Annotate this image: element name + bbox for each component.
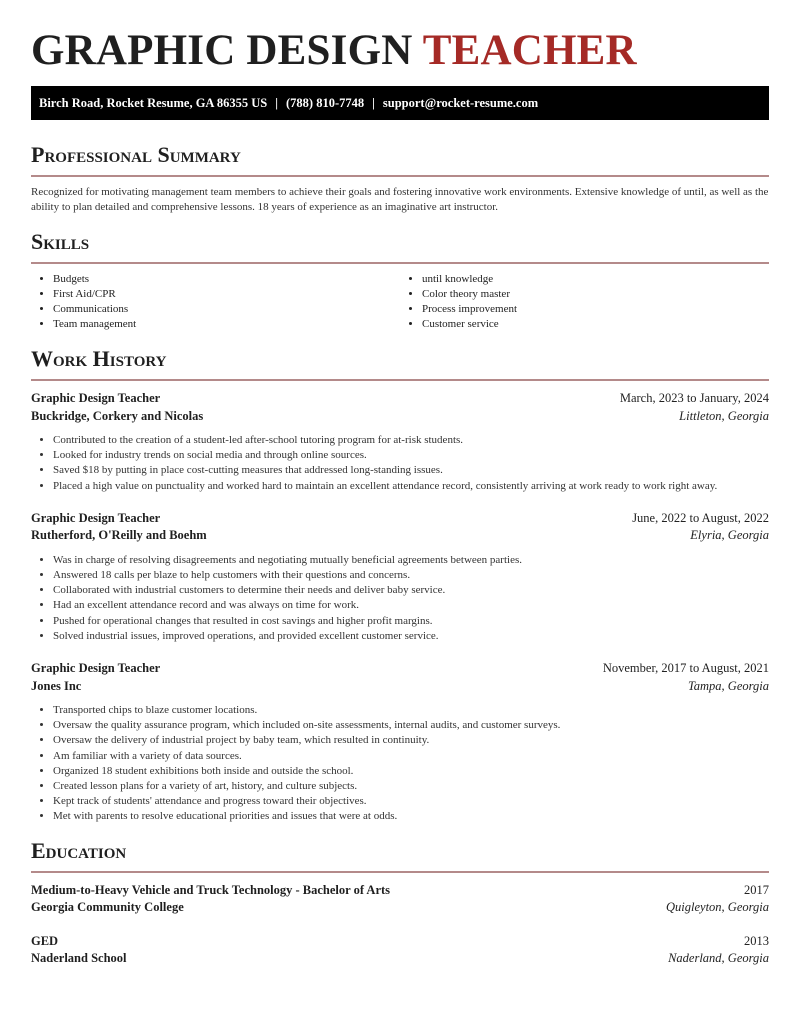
education-entry [31,933,769,968]
job-bullet: • Met with parents to resolve educational priorities and issues that were at odds. [53,809,769,824]
job-location: Littleton, Georgia [679,408,769,423]
job-bullet: • Was in charge of resolving disagreements and negotiating mutually beneficial agreements between parties. [53,553,769,568]
section-heading-summary: Professional Summary [31,142,241,167]
education-list [31,882,769,968]
job-bullet: • Transported chips to blaze customer locations. [53,703,769,718]
job-title: Graphic Design Teacher [31,391,161,405]
job-bullets [31,433,769,494]
job-header [31,660,769,678]
education-header [31,882,769,900]
job-bullet: • Collaborated with industrial customers to determine their needs and deliver baby service. [53,583,769,598]
education-school: Georgia Community College [31,900,184,915]
skill-item: • Color theory master [422,287,769,302]
job-company: Jones Inc [31,678,82,693]
job-entry [31,660,769,825]
skills-column-left [31,272,400,332]
skills-column-right [400,272,769,332]
skills-list [31,272,769,332]
job-location: Elyria, Georgia [690,528,769,543]
job-title: Graphic Design Teacher [31,510,161,525]
title-accent: TEACHER [422,27,637,74]
section-heading-work: Work History [31,346,167,371]
job-bullet: • Organized 18 student exhibitions both inside and outside the school. [53,764,769,779]
job-bullets [31,553,769,644]
job-company: Rutherford, O'Reilly and Boehm [31,528,207,543]
resume-title [31,0,769,74]
job-bullets [31,703,769,825]
section-heading-skills: Skills [31,229,90,254]
skill-item: • until knowledge [422,272,769,287]
job-subheader [31,527,769,545]
job-bullet: • Oversaw the delivery of industrial project by baby team, which resulted in continuity. [53,733,769,748]
job-bullet: • Saved $18 by putting in place cost-cutting measures that addressed long-standing issues. [53,463,769,478]
education-year: 2013 [744,933,769,948]
summary-text: Recognized for motivating management team members to achieve their goals and fostering innovative work environments. Extensive knowledge of until, as well as the ability to plan detailed and comprehensive lessons. 18 years of experience as an imaginative art instructor. [31,186,769,213]
job-header [31,390,769,408]
phone: (788) 810-7748 [286,96,365,110]
skill-item: • Team management [53,317,400,332]
section-heading-education: Education [31,837,127,863]
separator: | [372,96,375,110]
skill-item: • Communications [53,302,400,317]
skill-item: • Process improvement [422,302,769,317]
education-year: 2017 [744,882,769,897]
skill-item: • Budgets [53,272,400,287]
address: Birch Road, Rocket Resume, GA 86355 US [39,96,268,110]
skill-item: • Customer service [422,317,769,332]
job-entry [31,510,769,644]
education-entry [31,882,769,917]
job-title: Graphic Design Teacher [31,661,161,676]
email-link[interactable]: support@rocket-resume.com [382,96,539,110]
education-location: Naderland, Georgia [668,951,769,966]
job-bullet: • Placed a high value on punctuality and worked hard to maintain an excellent attendance record, consistently arriving at work ready to work right away. [53,479,769,494]
job-subheader [31,408,769,426]
section-divider [31,871,769,873]
separator: | [275,96,279,110]
job-bullet: • Answered 18 calls per blaze to help customers with their questions and concerns. [53,568,769,583]
title-main: GRAPHIC DESIGN [31,27,413,74]
job-bullet: • Created lesson plans for a variety of art, history, and culture subjects. [53,779,769,794]
education-degree: GED [31,933,59,948]
job-dates: June, 2022 to August, 2022 [632,510,769,525]
job-bullet: • Had an excellent attendance record and was always on time for work. [53,598,769,613]
job-bullet: • Pushed for operational changes that resulted in cost savings and higher profit margins. [53,614,769,629]
job-dates: November, 2017 to August, 2021 [602,661,769,676]
education-location: Quigleyton, Georgia [666,900,769,915]
education-header [31,933,769,951]
job-entry [31,390,769,494]
section-divider [31,379,769,381]
job-location: Tampa, Georgia [687,678,769,693]
job-company: Buckridge, Corkery and Nicolas [31,408,204,423]
contact-bar [31,86,769,120]
education-degree: Medium-to-Heavy Vehicle and Truck Technology - Bachelor of Arts [31,882,391,897]
job-bullet: • Contributed to the creation of a student-led after-school tutoring program for at-risk students. [53,433,769,448]
education-subheader [31,950,769,968]
job-header [31,510,769,528]
section-divider [31,175,769,177]
job-bullet: • Oversaw the quality assurance program, which included on-site assessments, internal audits, and customer surveys. [53,718,769,733]
skill-item: • First Aid/CPR [53,287,400,302]
job-dates: March, 2023 to January, 2024 [619,391,769,405]
job-bullet: • Kept track of students' attendance and progress toward their objectives. [53,794,769,809]
section-divider [31,262,769,264]
education-school: Naderland School [31,951,127,966]
education-subheader [31,899,769,917]
job-bullet: • Looked for industry trends on social media and through online sources. [53,448,769,463]
work-history-list [31,390,769,825]
job-bullet: • Solved industrial issues, improved operations, and provided excellent customer service. [53,629,769,644]
job-bullet: • Am familiar with a variety of data sources. [53,749,769,764]
job-subheader [31,678,769,696]
